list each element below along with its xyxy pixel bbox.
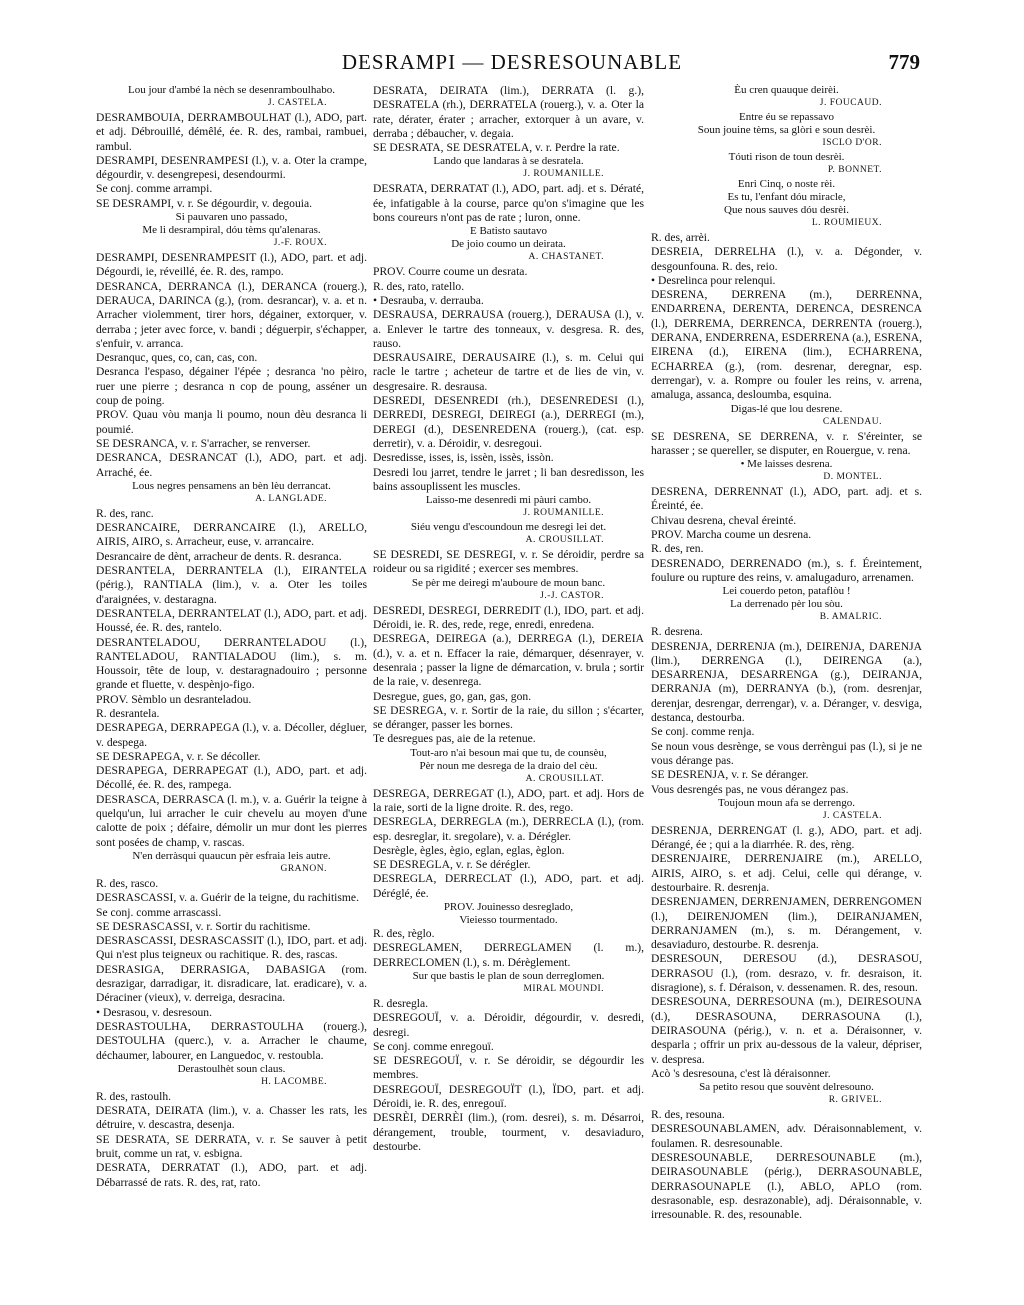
- dictionary-entry: DESREGLA, DERRECLAT (l.), ADO, part. et adj. Déréglé, ée.: [373, 872, 644, 900]
- dictionary-entry: DESREDI, DESREGI, DERREDIT (l.), IDO, part. et adj. Déroidi, ie. R. des, rede, rege, enredi, enredena.: [373, 603, 644, 632]
- dictionary-entry: PROV. Marcha coume un desrena.: [651, 528, 812, 542]
- dictionary-entry: SE DESRASCASSI, v. r. Sortir du rachitisme.: [96, 919, 311, 933]
- dictionary-entry: DESREGLA, DERREGLA (m.), DERRECLA (l.), (rom. esp. desreglar, it. sregolare), v. a. Dérégler.: [373, 815, 644, 843]
- dictionary-entry: DESRAMPI, DESENRAMPESIT (l.), ADO, part. et adj. Dégourdi, ie, réveillé, ée. R. des, rampo.: [96, 251, 367, 279]
- quotation-author: D. MONTEL.: [823, 472, 882, 483]
- dictionary-entry: SE DESREGA, v. r. Sortir de la raie, du sillon ; s'écarter, se déranger, passer les bornes.: [373, 703, 644, 732]
- dictionary-entry: R. des, règlo.: [373, 927, 435, 941]
- quotation-author: H. LACOMBE.: [261, 1076, 327, 1087]
- quotation-line: • Me laisses desrena.: [740, 458, 833, 471]
- dictionary-entry: DESRESOUN, DERESOU (d.), DESRASOU, DERRASOU (l.), (rom. desrazo, v. fr. desraison, it. disragione), s. f. Déraison, v. dessenamen. R. des, resoun.: [651, 952, 922, 995]
- dictionary-entry: SE DESREGOUÏ, v. r. Se déroidir, se dégourdir les membres.: [373, 1054, 644, 1082]
- dictionary-entry: DESRATA, DERRATAT (l.), ADO, part. adj. et s. Dératé, ée, infatigable à la course, parce qu'on s'imagine que les bons coureurs n'ont pas de rate ; luron, onne.: [373, 182, 644, 225]
- dictionary-entry: DESRASCASSI, DESRASCASSIT (l.), IDO, part. et adj. Qui n'est plus teigneux ou rachitique. R. des, rascas.: [96, 934, 367, 962]
- quotation-line: Sa petito resou que souvènt delresouno.: [699, 1081, 874, 1094]
- dictionary-entry: • Desrauba, v. derrauba.: [373, 293, 484, 307]
- quotation-line: Digas-lé que lou desrene.: [730, 402, 843, 415]
- dictionary-entry: DESRASCA, DERRASCA (l. m.), v. a. Guérir la teigne à quelqu'un, lui arracher le cuir chevelu au moyen d'une calotte de poix ; défaire, démolir un mur dont les pierres sont posées de champ, v. rascas.: [96, 792, 367, 849]
- quotation-author: B. AMALRIC.: [819, 612, 882, 623]
- quotation-line: Me li desrampiral, dóu tèms qu'alenaras.: [142, 224, 321, 237]
- dictionary-entry: DESREGA, DERREGAT (l.), ADO, part. et adj. Hors de la raie, sorti de la ligne droite. R. des, rego.: [373, 786, 644, 814]
- dictionary-entry: • Desrasou, v. desresoun.: [96, 1005, 212, 1019]
- dictionary-entry: Se conj. comme arrampi.: [96, 182, 213, 196]
- quotation-line: Siéu vengu d'escoundoun me desregi lei det.: [410, 521, 607, 534]
- quotation-line: Èu cren quauque deirèi.: [734, 84, 839, 96]
- quotation-author: J.-F. ROUX.: [273, 238, 327, 249]
- quotation-author: J. ROUMANILLE.: [523, 169, 604, 180]
- quotation-line: Lou jour d'ambé la nèch se desenramboulhabo.: [128, 84, 335, 96]
- quotation-author: A. LANGLADE.: [255, 493, 327, 504]
- dictionary-entry: Desregue, gues, go, gan, gas, gon.: [373, 689, 532, 703]
- dictionary-entry: R. desregla.: [373, 996, 429, 1010]
- dictionary-entry: SE DESREGLA, v. r. Se dérégler.: [373, 858, 531, 872]
- page-number: 779: [888, 50, 920, 74]
- dictionary-entry: R. desrena.: [651, 625, 703, 639]
- dictionary-entry: Te desregues pas, aie de la retenue.: [373, 732, 536, 746]
- dictionary-entry: DESREGOUÏ, DESREGOUÏT (l.), ÏDO, part. et adj. Déroidi, ie. R. des, enregouï.: [373, 1082, 644, 1111]
- quotation-line: Es tu, l'enfant dóu miracle,: [727, 191, 846, 203]
- dictionary-entry: DESRENA, DERRENNAT (l.), ADO, part. adj. et s. Éreinté, ée.: [651, 485, 922, 513]
- quotation-author: A. CROUSILLAT.: [525, 773, 604, 784]
- page-header: [0, 50, 1024, 86]
- dictionary-entry: SE DESRAPEGA, v. r. Se décoller.: [96, 749, 261, 763]
- dictionary-entry: SE DESRANCA, v. r. S'arracher, se renverser.: [96, 436, 311, 450]
- dictionary-entry: DESRANTELA, DERRANTELA (l.), EIRANTELA (périg.), RANTIALA (lim.), v. a. Oter les toiles d'araignées, v. destaragna.: [96, 564, 367, 606]
- dictionary-entry: Se conj. comme renja.: [651, 725, 755, 739]
- quotation-line: Si pauvaren uno passado,: [175, 211, 288, 224]
- dictionary-entry: Desrancaire de dènt, arracheur de dents. R. desranca.: [96, 549, 342, 563]
- dictionary-entry: Se conj. comme enregouï.: [373, 1039, 494, 1053]
- quotation-author: J. CASTELA.: [822, 810, 882, 821]
- dictionary-entry: R. des, rastoulh.: [96, 1089, 172, 1103]
- quotation-author: MIRAL MOUNDI.: [523, 983, 604, 994]
- quotation-author: ISCLO D'OR.: [822, 138, 882, 148]
- dictionary-entry: SE DESRENA, SE DERRENA, v. r. S'éreinter, se harasser ; se quereller, se disputer, en Rouergue, v. rena.: [651, 429, 922, 457]
- quotation-author: J. CASTELA.: [267, 98, 327, 108]
- dictionary-entry: DESRESOUNA, DERRESOUNA (m.), DEIRESOUNA (d.), DESRASOUNA, DERRASOUNA (l.), DEIRASOUNA (périg.), v. n. et a. Déraisonner, v. desparla ; offrir un prix au-dessous de la valeur, dépriser, v. despresa.: [651, 995, 922, 1066]
- quotation-author: J. ROUMANILLE.: [523, 508, 604, 519]
- quotation-line: Toujoun moun afa se derrengo.: [718, 796, 855, 809]
- dictionary-entry: DESRENJAIRE, DERRENJAIRE (m.), ARELLO, AIRIS, AIRO, s. et adj. Celui, celle qui dérange, v. destourbaire. R. desrenja.: [651, 852, 922, 894]
- column-1: [96, 84, 367, 1190]
- dictionary-entry: DESRENJAMEN, DERRENJAMEN, DERRENGOMEN (l.), DEIRENJOMEN (lim.), DEIRANJAMEN, DERRANJAMEN (m.), s. m. Dérangement, v. desaviaduro, destourbe. R. desrenja.: [651, 895, 922, 952]
- quotation-line: De joio coumo un deirata.: [451, 238, 566, 251]
- dictionary-entry: DESRANCAIRE, DERRANCAIRE (l.), ARELLO, AIRIS, AIRO, s. Arracheur, euse, v. arrancaire.: [96, 521, 367, 549]
- quotation-line: Lous negres pensamens an bèn lèu derrancat.: [132, 479, 331, 492]
- quotation-author: GRANON.: [280, 863, 327, 874]
- dictionary-entry: DESRAPEGA, DERRAPEGAT (l.), ADO, part. et adj. Décollé, ée. R. des, rampega.: [96, 764, 367, 792]
- dictionary-entry: DESREGOUÏ, v. a. Déroidir, dégourdir, v. desredi, desregi.: [373, 1011, 644, 1039]
- quotation-line: PROV. Jouinesso desreglado,: [443, 901, 574, 914]
- quotation-line: N'en derràsqui quaucun pèr esfraia leis autre.: [132, 849, 331, 862]
- dictionary-entry: DESRASTOULHA, DERRASTOULHA (rouerg.), DESTOULHA (querc.), v. a. Arracher le chaume, déchaumer, labourer, en Languedoc, v. restoubla.: [96, 1019, 367, 1062]
- dictionary-entry: DESRANCA, DERRANCA (l.), DERANCA (rouerg.), DERAUCA, DARINCA (g.), (rom. desrancar), v. a. et n. Arracher violemment, tirer hors, dégainer, extorquer, v. derraba ; jeter avec force, v. bandi ; déguerpir, s'échapper, s'enfuir, v. arranca.: [96, 279, 367, 350]
- quotation-author: A. CHASTANET.: [528, 252, 604, 263]
- dictionary-entry: DESRATA, DEIRATA (lim.), v. a. Chasser les rats, les détruire, v. descastra, desenja.: [96, 1104, 367, 1132]
- dictionary-entry: DESRANTELADOU, DERRANTELADOU (l.), RANTELADOU, RANTIALADOU (lim.), s. m. Houssoir, tête de loup, v. destaragnadouiro ; personne grande et fluette, v. despènjo-figo.: [96, 635, 367, 692]
- dictionary-entry: Desredisse, isses, is, issèn, issès, issòn.: [373, 451, 554, 465]
- quotation-line: Se pèr me deiregi m'auboure de moun banc.: [411, 576, 606, 589]
- quotation-line: Tóuti rison de toun desrèi.: [728, 151, 845, 163]
- dictionary-entry: DESRAMPI, DESENRAMPESI (l.), v. a. Oter la crampe, dégourdir, v. desengrepesi, desendourmi.: [96, 153, 367, 182]
- dictionary-entry: SE DESRAMPI, v. r. Se dégourdir, v. degouia.: [96, 196, 313, 210]
- dictionary-entry: SE DESRATA, SE DERRATA, v. r. Se sauver à petit bruit, comme un rat, v. esbigna.: [96, 1132, 367, 1160]
- dictionary-entry: Desrègle, ègles, ègio, eglan, eglas, èglon.: [373, 843, 565, 857]
- dictionary-entry: DESRENJA, DERRENJA (m.), DEIRENJA, DARENJA (lim.), DERRENGA (l.), DEIRENGA (a.), DESARRENJA, DESARRENGA (g.), DEIRANJA, DERRANJA (m), DERRANYA (b.), (rom. desrenjar, derenjar, desrengar, derrengar), v. a. Déranger, v. desviga, destanca, destourba.: [651, 639, 922, 725]
- dictionary-entry: R. desrantela.: [96, 706, 160, 720]
- quotation-line: Vieiesso tourmentado.: [459, 914, 558, 927]
- dictionary-entry: Se conj. comme arrascassi.: [96, 905, 222, 919]
- dictionary-entry: DESRAPEGA, DERRAPEGA (l.), v. a. Décoller, dégluer, v. despega.: [96, 721, 367, 749]
- dictionary-entry: DESRAMBOUIA, DERRAMBOULHAT (l.), ADO, part. et adj. Débrouillé, démêlé, ée. R. des, rambai, rambuei, rambul.: [96, 111, 367, 153]
- quotation-line: Pèr noun me desrega de la draio del cèu.: [419, 759, 598, 772]
- dictionary-entry: DESRESOUNABLAMEN, adv. Déraisonnablement, v. foulamen. R. desresounable.: [651, 1122, 922, 1150]
- dictionary-entry: DESRATA, DERRATAT (l.), ADO, part. et adj. Débarrassé de rats. R. des, rat, rato.: [96, 1161, 367, 1189]
- quotation-author: R. GRIVEL.: [828, 1095, 882, 1106]
- dictionary-entry: R. des, ranc.: [96, 506, 154, 520]
- dictionary-entry: Desranca l'espaso, dégainer l'épée ; desranca 'no pèiro, ruer une pierre ; desranca n cop de poung, asséner un coup de poing.: [96, 365, 367, 408]
- dictionary-entry: DESRANTELA, DERRANTELAT (l.), ADO, part. et adj. Houssé, ée. R. des, rantelo.: [96, 606, 367, 635]
- dictionary-entry: DESREGA, DEIREGA (a.), DERREGA (l.), DEREIA (d.), v. a. et n. Effacer la raie, démarquer, désenrayer, v. desenraia ; passer la ligne de démarcation, v. brula ; sortir de la raie, v. desenrega.: [373, 632, 644, 689]
- dictionary-entry: DESRATA, DEIRATA (lim.), DERRATA (l. g.), DESRATELA (rh.), DERRATELA (rouerg.), v. a. Oter la rate, dérater, érater ; arracher, extorquer à un avare, v. derraba ; débaucher, v. degaia.: [373, 84, 644, 140]
- dictionary-entry: R. des, rasco.: [96, 876, 159, 890]
- quotation-author: A. CROUSILLAT.: [525, 535, 604, 546]
- dictionary-entry: R. des, ren.: [651, 542, 704, 556]
- dictionary-entry: Chivau desrena, cheval éreinté.: [651, 513, 797, 527]
- dictionary-entry: Acò 's desresouna, c'est là déraisonner.: [651, 1066, 831, 1080]
- dictionary-entry: DESRENA, DERRENA (m.), DERRENNA, ENDARRENA, DERENTA, DERENCA, DESRENCA (l.), DERREMA, DERRENCA, DERRENTA (rouerg.), DERANA, ENDERRENA, ESDERRENA (a.), ESRENA, EIRENA (d.), EIRENA (lim.), ECHARRENA, ECHARREA (g.), (rom. desrenar, deregnar, esp. derrengar), v. a. Rompre ou fouler les reins, v. arrena, amaluga, assanca, desloumba, esquina.: [651, 288, 922, 402]
- dictionary-entry: DESRENJA, DERRENGAT (l. g.), ADO, part. et adj. Dérangé, ée ; qui a la diarrhée. R. des, rèng.: [651, 823, 922, 852]
- dictionary-entry: R. des, arrèi.: [651, 231, 710, 244]
- dictionary-entry: DESRASCASSI, v. a. Guérir de la teigne, du rachitisme.: [96, 891, 359, 905]
- quotation-author: P. BONNET.: [827, 165, 882, 175]
- dictionary-entry: PROV. Sèmblo un desranteladou.: [96, 692, 252, 706]
- quotation-line: Derastoulhèt soun claus.: [177, 1062, 286, 1075]
- dictionary-entry: DESRASIGA, DERRASIGA, DABASIGA (rom. desrazigar, darradigar, it. disradicare, lat. eradicare), v. a. Déraciner (vieux), v. derreiga, desracina.: [96, 962, 367, 1005]
- quotation-author: L. ROUMIEUX.: [811, 218, 882, 228]
- dictionary-entry: DESRAUSA, DERRAUSA (rouerg.), DERAUSA (l.), v. a. Enlever le tartre des tonneaux, v. desgresa. R. des, rauso.: [373, 308, 644, 350]
- dictionary-entry: DESRANCA, DESRANCAT (l.), ADO, part. et adj. Arraché, ée.: [96, 451, 367, 479]
- dictionary-entry: R. des, resouna.: [651, 1108, 725, 1122]
- dictionary-entry: DESREDI, DESENREDI (rh.), DESENREDESI (l.), DERREDI, DESREGI, DEIREGI (a.), DERREGI (m.), DEREGI (d.), DESENREDENA (rouerg.), (cat. esp. derretir), v. a. Déroidir, v. desregoui.: [373, 394, 644, 450]
- quotation-line: Entre éu se repassavo: [739, 111, 834, 123]
- column-2: [373, 84, 644, 1154]
- dictionary-entry: Vous desrengés pas, ne vous dérangez pas.: [651, 782, 849, 796]
- dictionary-entry: Desredi lou jarret, tendre le jarret ; li ban desredisson, les bains assouplissent les muscles.: [373, 465, 644, 493]
- quotation-line: Lando que landaras à se desratela.: [433, 155, 584, 168]
- quotation-line: Enri Cinq, o noste rèi.: [737, 178, 836, 190]
- dictionary-entry: SE DESRATA, SE DESRATELA, v. r. Perdre la rate.: [373, 141, 620, 155]
- column-3: [651, 84, 922, 1223]
- quotation-author: CALENDAU.: [822, 416, 882, 427]
- dictionary-entry: DESRESOUNABLE, DERRESOUNABLE (m.), DEIRASOUNABLE (périg.), DERRASOUNABLE, DERRASOUNAPLE (l.), ABLO, APLO (rom. desrasonable, esp. desrazonable), adj. Déraisonnable, v. irresounable. R. des, resounable.: [651, 1151, 922, 1222]
- quotation-line: Sur que bastis le plan de soun derreglomen.: [412, 969, 605, 982]
- quotation-line: E Batisto sautavo: [470, 225, 547, 238]
- dictionary-entry: PROV. Courre coume un desrata.: [373, 265, 528, 279]
- quotation-line: La derrenado pèr lou sòu.: [730, 598, 843, 611]
- dictionary-entry: • Desrelinca pour relenqui.: [651, 273, 776, 287]
- dictionary-entry: SE DESREDI, SE DESREGI, v. r. Se déroidir, perdre sa roideur ou sa rigidité ; exercer ses membres.: [373, 548, 644, 576]
- quotation-author: J.-J. CASTOR.: [540, 590, 604, 601]
- quotation-line: Tout-aro n'aì besoun mai que tu, de counsèu,: [410, 746, 607, 759]
- dictionary-entry: DESRENADO, DERRENADO (m.), s. f. Éreintement, foulure ou rupture des reins, v. amalugaduro, arrenamen.: [651, 556, 922, 584]
- quotation-line: Laisso-me desenredi mi pàuri cambo.: [425, 494, 592, 507]
- quotation-line: Soun jouine tèms, sa glòri e soun desrèi.: [697, 124, 876, 136]
- dictionary-entry: Desranquc, ques, co, can, cas, con.: [96, 351, 258, 365]
- dictionary-entry: DESREGLAMEN, DERREGLAMEN (l. m.), DERRECLOMEN (l.), s. m. Dérèglement.: [373, 941, 644, 969]
- quotation-line: Que nous sauves dóu desrèi.: [724, 204, 849, 216]
- dictionary-entry: R. des, rato, ratello.: [373, 279, 465, 293]
- dictionary-entry: DESREIA, DERRELHA (l.), v. a. Dégonder, v. desgounfouna. R. des, reio.: [651, 245, 922, 273]
- dictionary-entry: DESRAUSAIRE, DERAUSAIRE (l.), s. m. Celui qui racle le tartre ; acheteur de tartre et de lies de vin, v. desgresaire. R. desrausa.: [373, 351, 644, 393]
- dictionary-entry: SE DESRENJA, v. r. Se déranger.: [651, 768, 809, 782]
- dictionary-entry: PROV. Quau vòu manja li poumo, noun dèu desranca li poumié.: [96, 408, 367, 436]
- dictionary-entry: DESRÈI, DERRÈI (lim.), (rom. desrei), s. m. Désarroi, dérangement, trouble, tourment, v. desaviaduro, destourbe.: [373, 1111, 644, 1153]
- quotation-line: Lei couerdo peton, pataflòu !: [722, 585, 851, 598]
- page-title: DESRAMPI — DESRESOUNABLE: [341, 50, 683, 74]
- quotation-author: J. FOUCAUD.: [819, 98, 882, 108]
- dictionary-entry: Se noun vous desrènge, se vous derrèngui pas (l.), si je ne vous dérange pas.: [651, 739, 922, 767]
